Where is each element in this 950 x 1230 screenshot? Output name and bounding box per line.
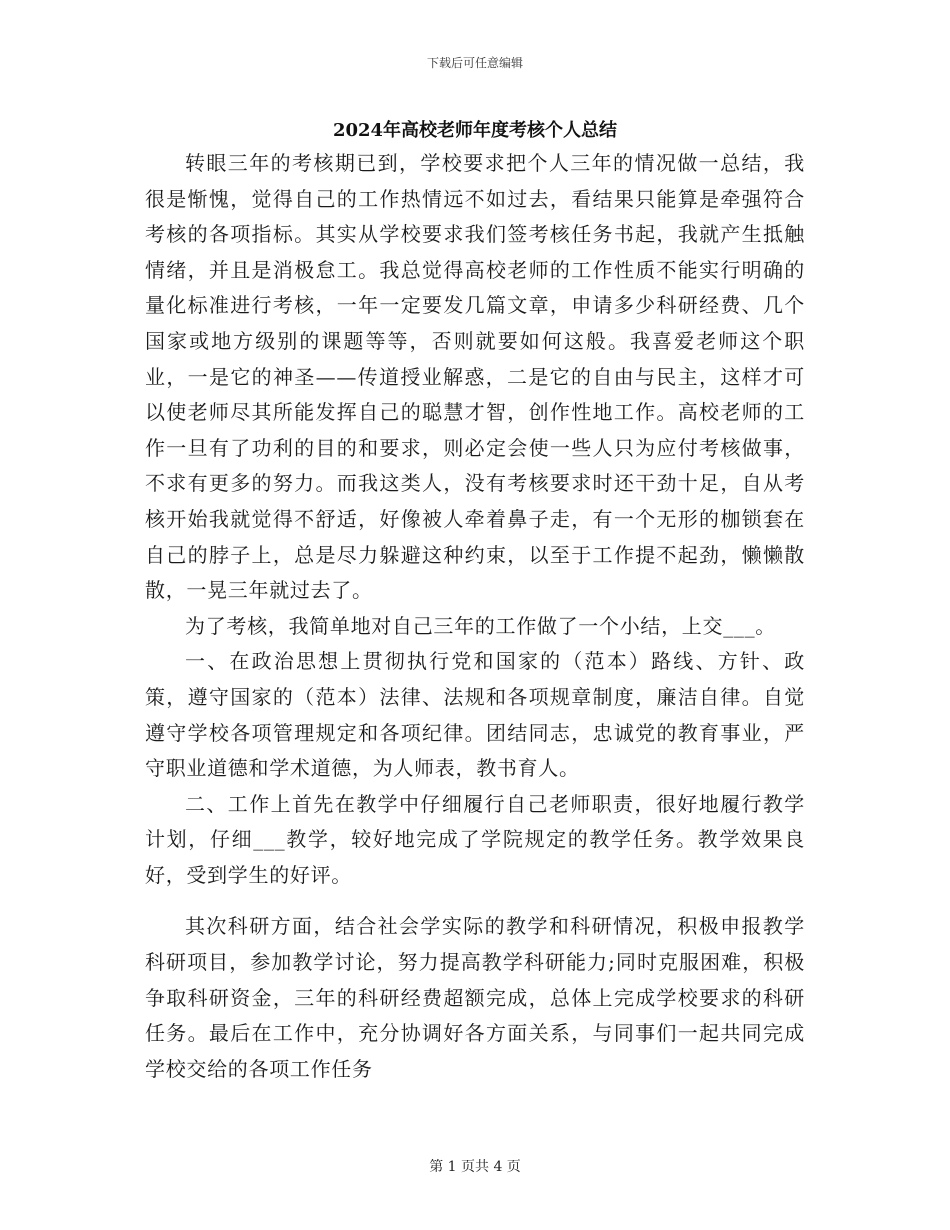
paragraph-political-thought: 一、在政治思想上贯彻执行党和国家的（范本）路线、方针、政策，遵守国家的（范本）法律、法规和各项规章制度，廉洁自律。自觉遵守学校各项管理规定和各项纪律。团结同志，忠诚党的教育事业，严守职业道德和学术道德，为人师表，教书育人。 — [145, 649, 805, 781]
paragraph-research-work: 其次科研方面，结合社会学实际的教学和科研情况，积极申报教学科研项目，参加教学讨论，努力提高教学科研能力;同时克服困难，积极争取科研资金，三年的科研经费超额完成，总体上完成学校要求的科研任务。最后在工作中，充分协调好各方面关系，与同事们一起共同完成学校交给的各项工作任务 — [145, 914, 805, 1081]
document-body — [145, 146, 805, 1087]
paragraph-teaching-work: 二、工作上首先在教学中仔细履行自己老师职责，很好地履行教学计划，仔细___教学，较好地完成了学院规定的教学任务。教学效果良好，受到学生的好评。 — [145, 791, 805, 887]
paragraph-summary-note: 为了考核，我简单地对自己三年的工作做了一个小结，上交___。 — [185, 613, 776, 638]
document-title: 2024年高校老师年度考核个人总结 — [332, 120, 618, 141]
paragraph-intro: 转眼三年的考核期已到，学校要求把个人三年的情况做一总结，我很是惭愧，觉得自己的工作热情远不如过去，看结果只能算是牵强符合考核的各项指标。其实从学校要求我们签考核任务书起，我就产生抵触情绪，并且是消极怠工。我总觉得高校老师的工作性质不能实行明确的量化标准进行考核，一年一定要发几篇文章，申请多少科研经费、几个国家或地方级别的课题等等，否则就要如何这般。我喜爱老师这个职业，一是它的神圣——传道授业解惑，二是它的自由与民主，这样才可以使老师尽其所能发挥自己的聪慧才智，创作性地工作。高校老师的工作一旦有了功利的目的和要求，则必定会使一些人只为应付考核做事，不求有更多的努力。而我这类人，没有考核要求时还干劲十足，自从考核开始我就觉得不舒适，好像被人牵着鼻子走，有一个无形的枷锁套在自己的脖子上，总是尽力躲避这种约束，以至于工作提不起劲，懒懒散散，一晃三年就过去了。 — [145, 151, 805, 603]
header-note: 下载后可任意编辑 — [426, 56, 523, 70]
page-number: 第 1 页共 4 页 — [429, 1159, 521, 1175]
